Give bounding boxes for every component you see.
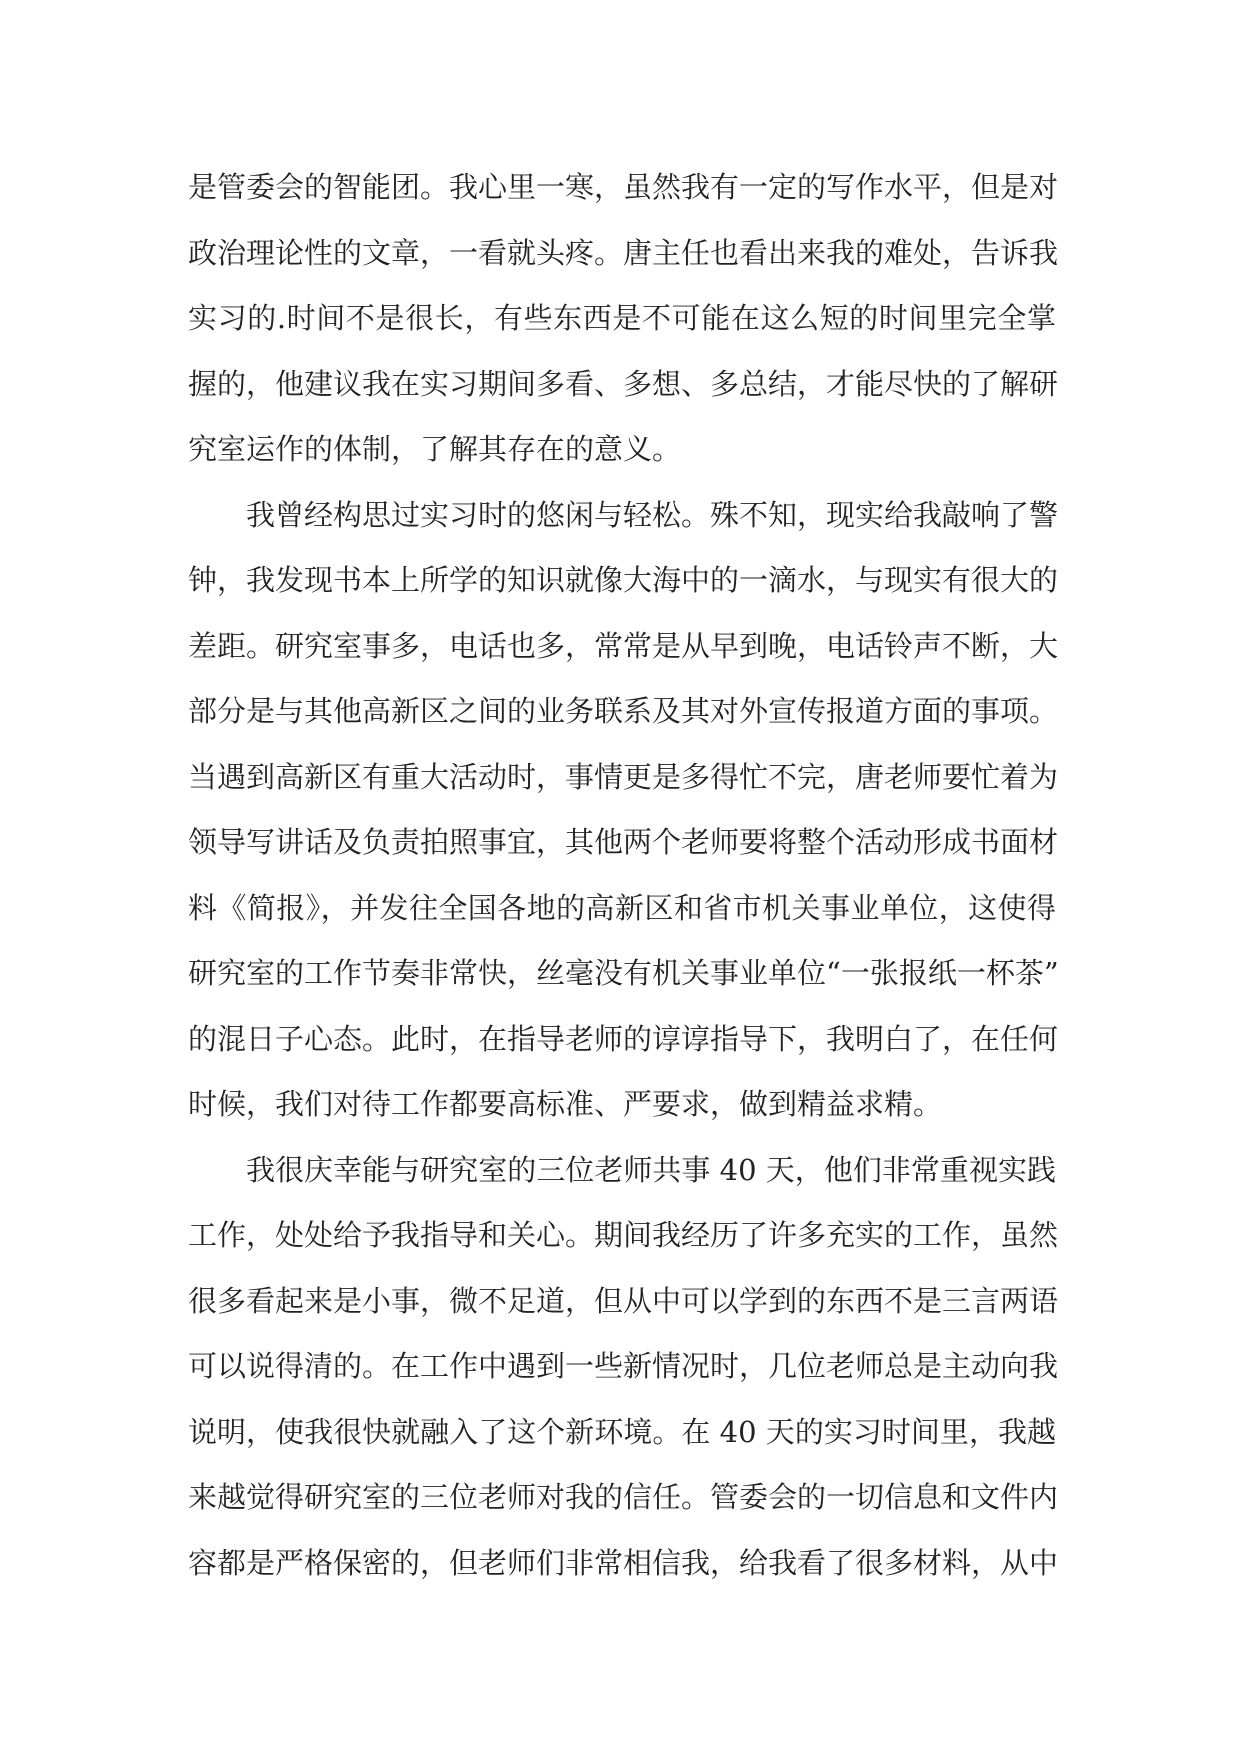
text-line: 工作，处处给予我指导和关心。期间我经历了许多充实的工作，虽然 (188, 1218, 1059, 1252)
paragraph-2 (188, 483, 1059, 1138)
text-line: 容都是严格保密的，但老师们非常相信我，给我看了很多材料，从中 (188, 1545, 1059, 1580)
text-line: 我曾经构思过实习时的悠闲与轻松。殊不知，现实给我敲响了警 (246, 497, 1059, 532)
text-line: 是管委会的智能团。我心里一寒，虽然我有一定的写作水平，但是对 (188, 170, 1059, 204)
text-line: 究室运作的体制，了解其存在的意义。 (188, 432, 682, 466)
paragraph-1 (188, 155, 1059, 483)
text-line: 很多看起来是小事，微不足道，但从中可以学到的东西不是三言两语 (188, 1283, 1059, 1318)
paragraph-3 (188, 1138, 1059, 1597)
text-line: 可以说得清的。在工作中遇到一些新情况时，几位老师总是主动向我 (188, 1349, 1059, 1383)
text-line: 实习的.时间不是很长，有些东西是不可能在这么短的时间里完全掌 (188, 301, 1056, 335)
text-line: 当遇到高新区有重大活动时，事情更是多得忙不完，唐老师要忙着为 (188, 759, 1059, 794)
text-line: 说明，使我很快就融入了这个新环境。在 40 天的实习时间里，我越 (188, 1414, 1056, 1449)
text-line: 研究室的工作节奏非常快，丝毫没有机关事业单位“一张报纸一杯茶” (188, 956, 1059, 990)
text-line: 部分是与其他高新区之间的业务联系及其对外宣传报道方面的事项。 (188, 694, 1059, 728)
text-line: 的混日子心态。此时，在指导老师的谆谆指导下，我明白了，在任何 (188, 1021, 1059, 1056)
text-line: 时候，我们对待工作都要高标准、严要求，做到精益求精。 (188, 1087, 943, 1121)
text-line: 我很庆幸能与研究室的三位老师共事 40 天，他们非常重视实践 (246, 1152, 1056, 1187)
text-line: 来越觉得研究室的三位老师对我的信任。管委会的一切信息和文件内 (188, 1480, 1059, 1514)
text-line: 领导写讲话及负责拍照事宜，其他两个老师要将整个活动形成书面材 (188, 825, 1059, 859)
text-line: 政治理论性的文章，一看就头疼。唐主任也看出来我的难处，告诉我 (188, 235, 1059, 270)
text-line: 握的，他建议我在实习期间多看、多想、多总结，才能尽快的了解研 (188, 366, 1059, 401)
text-line: 差距。研究室事多，电话也多，常常是从早到晚，电话铃声不断，大 (188, 628, 1059, 663)
text-line: 钟，我发现书本上所学的知识就像大海中的一滴水，与现实有很大的 (188, 563, 1059, 597)
document-body (188, 155, 1059, 1596)
text-line: 料《简报》，并发往全国各地的高新区和省市机关事业单位，这使得 (188, 890, 1056, 925)
